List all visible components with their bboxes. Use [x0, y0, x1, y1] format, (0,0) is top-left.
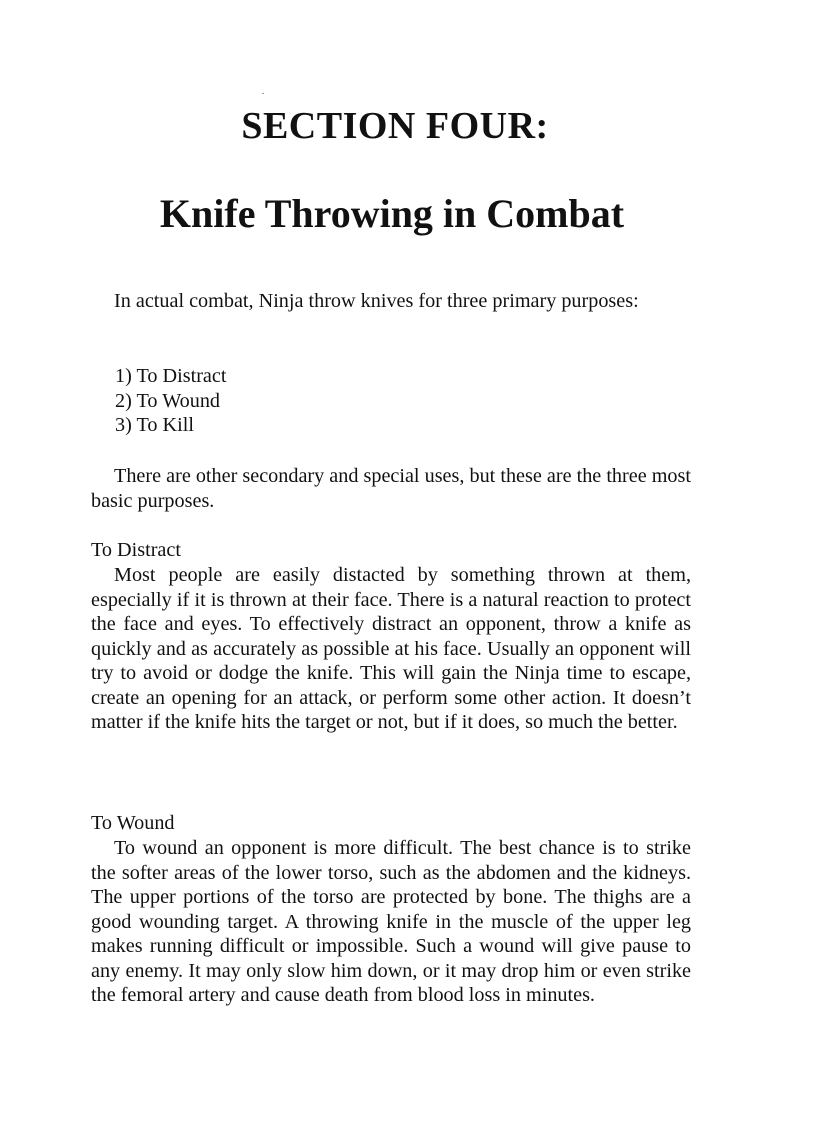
list-item: 3) To Kill: [115, 414, 194, 436]
scan-speck: [262, 93, 264, 94]
secondary-note-paragraph: There are other secondary and special uses, but these are the three most basic purposes.: [91, 465, 691, 512]
purpose-list: [115, 364, 226, 438]
chapter-title: Knife Throwing in Combat: [159, 191, 625, 236]
wound-heading: To Wound: [91, 812, 175, 834]
intro-paragraph: In actual combat, Ninja throw knives for three primary purposes:: [114, 290, 639, 312]
list-item: 2) To Wound: [115, 389, 221, 412]
section-title: SECTION FOUR:: [241, 105, 549, 147]
distract-paragraph: Most people are easily distacted by something thrown at them, especially if it is thrown at their face. There is a natural reaction to protect the face and eyes. To effectively distract an opponent, throw a knife as quickly and as accurately as possible at his face. Usually an opponent will try to avoid or dodge the knife. This will gain the Ninja time to escape, create an opening for an attack, or perform some other action. It doesn’t matter if the knife hits the target or not, but if it does, so much the better.: [91, 564, 691, 733]
wound-paragraph: To wound an opponent is more difficult. The best chance is to strike the softer areas of the lower torso, such as the abdomen and the kidneys. The upper portions of the torso are protected by bone. The thighs are a good wounding target. A throwing knife in the muscle of the upper leg makes running difficult or impossible. Such a wound will give pause to any enemy. It may only slow him down, or it may drop him or even strike the femoral artery and cause death from blood loss in minutes.: [91, 837, 691, 1006]
list-item: 1) To Distract: [115, 365, 227, 387]
distract-heading: To Distract: [91, 539, 181, 561]
